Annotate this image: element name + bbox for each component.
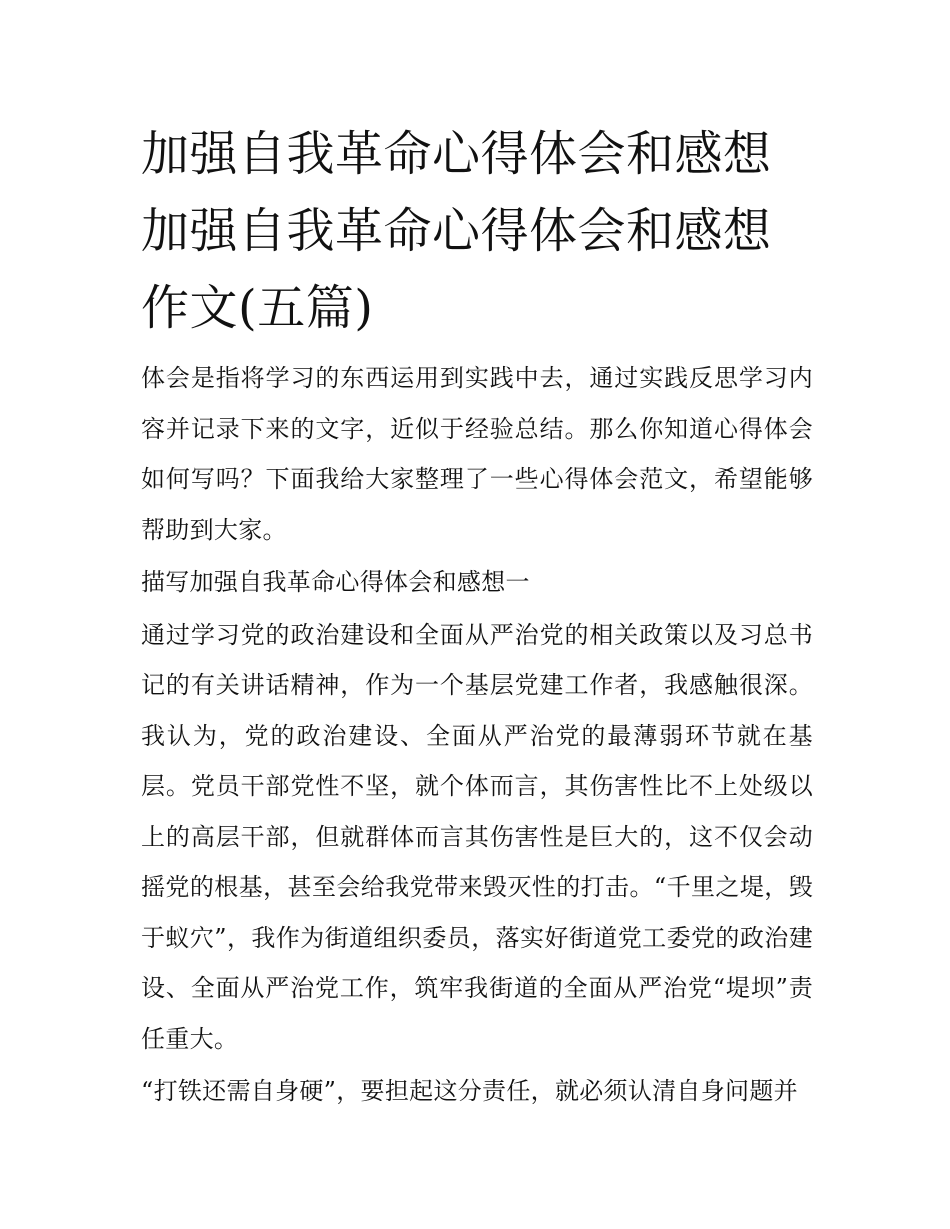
document-title: 加强自我革命心得体会和感想加强自我革命心得体会和感想作文(五篇) [141,126,772,336]
body-paragraph: 通过学习党的政治建设和全面从严治党的相关政策以及习总书记的有关讲话精神，作为一个基层党建工作者，我感触很深。我认为，党的政治建设、全面从严治党的最薄弱环节就在基层。党员干部党性不坚，就个体而言，其伤害性比不上处级以上的高层干部，但就群体而言其伤害性是巨大的，这不仅会动摇党的根基，甚至会给我党带来毁灭性的打击。“千里之堤，毁于蚁穴”，我作为街道组织委员，落实好街道党工委党的政治建设、全面从严治党工作，筑牢我街道的全面从严治党“堤坝”责任重大。 [141,620,813,1053]
intro-paragraph: 体会是指将学习的东西运用到实践中去，通过实践反思学习内容并记录下来的文字，近似于经验总结。那么你知道心得体会如何写吗？下面我给大家整理了一些心得体会范文，希望能够帮助到大家。 [141,364,813,544]
document-body [141,116,813,1119]
body-paragraph: “打铁还需自身硬”，要担起这分责任，就必须认清自身问题并 [141,1077,798,1105]
section-heading: 描写加强自我革命心得体会和感想一 [141,568,530,596]
